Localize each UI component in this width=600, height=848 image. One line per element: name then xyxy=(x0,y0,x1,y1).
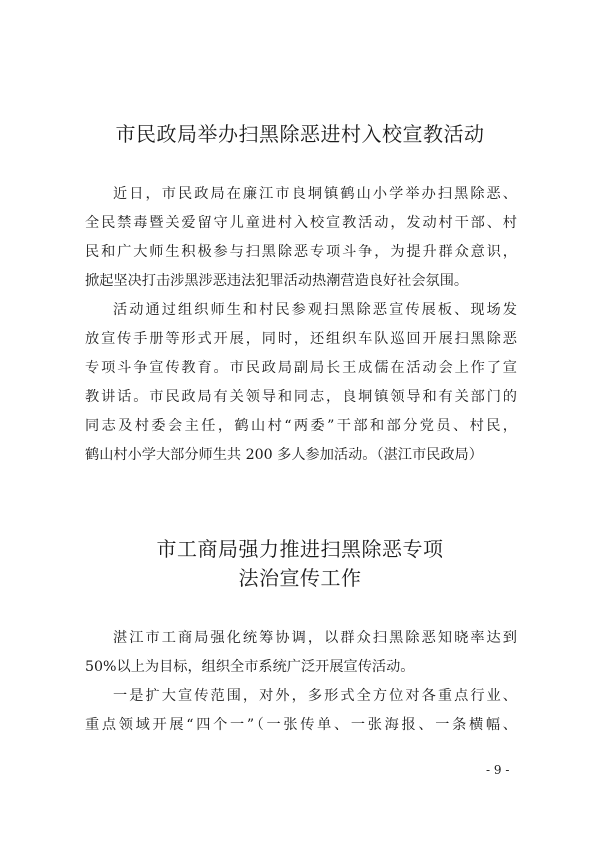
paragraph-line: 湛江市工商局强化统筹协调，以群众扫黑除恶知晓率达到 xyxy=(113,630,517,646)
paragraph-line: 教讲话。市民政局有关领导和同志，良垌镇领导和有关部门的 xyxy=(85,389,517,405)
paragraph-line: 专项斗争宣传教育。市民政局副局长王成儒在活动会上作了宣 xyxy=(85,360,517,376)
paragraph-line: 民和广大师生积极参与扫黑除恶专项斗争，为提升群众意识， xyxy=(85,244,517,260)
title-line: 法治宣传工作 xyxy=(238,566,362,590)
article-title-civil-affairs: 市民政局举办扫黑除恶进村入校宣教活动 xyxy=(115,122,485,146)
paragraph-line: 鹤山村小学大部分师生共 200 多人参加活动。（湛江市民政局） xyxy=(85,447,483,463)
paragraph-line: 掀起坚决打击涉黑涉恶违法犯罪活动热潮营造良好社会氛围。 xyxy=(85,273,469,289)
paragraph-line: 活动通过组织师生和村民参观扫黑除恶宣传展板、现场发 xyxy=(113,302,517,318)
title-line: 市工商局强力推进扫黑除恶专项 xyxy=(156,537,444,561)
page-number: - 9 - xyxy=(486,763,510,777)
paragraph-line: 全民禁毒暨关爱留守儿童进村入校宣教活动，发动村干部、村 xyxy=(85,215,517,231)
paragraph-line: 一是扩大宣传范围，对外，多形式全方位对各重点行业、 xyxy=(113,688,517,704)
paragraph-line: 重点领域开展“四个一”（一张传单、一张海报、一条横幅、 xyxy=(85,717,517,733)
paragraph-line: 放宣传手册等形式开展，同时，还组织车队巡回开展扫黑除恶 xyxy=(85,331,517,347)
paragraph-line: 近日，市民政局在廉江市良垌镇鹤山小学举办扫黑除恶、 xyxy=(113,186,517,202)
paragraph-line: 50%以上为目标，组织全市系统广泛开展宣传活动。 xyxy=(85,659,415,675)
paragraph-line: 同志及村委会主任，鹤山村“两委”干部和部分党员、村民， xyxy=(85,418,517,434)
article-title-industry-commerce xyxy=(0,535,600,593)
